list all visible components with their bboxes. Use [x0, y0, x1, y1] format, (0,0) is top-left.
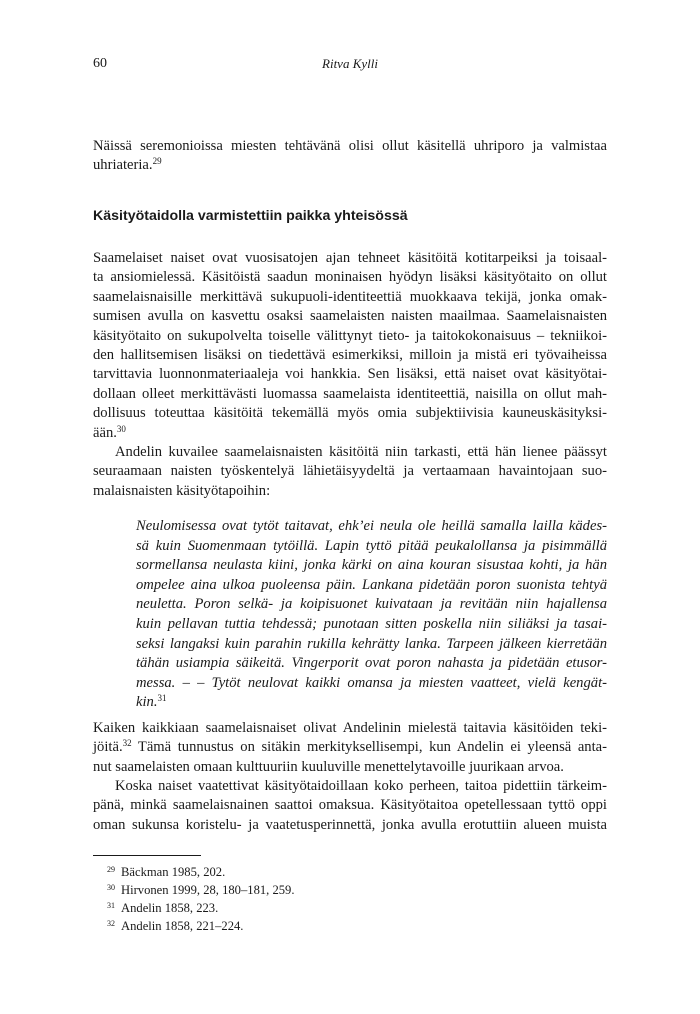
footnote-ref[interactable]: 30 [116, 423, 126, 434]
paragraph-2 [93, 249, 607, 443]
text-line: nut saamelaisten omaan kulttuuriin kuuluville menettelytavoille juurikaan arvoa. [93, 758, 564, 775]
footnote-ref[interactable]: 29 [152, 156, 162, 167]
text-line: ta ansiomielessä. Käsitöistä saadun moninaisen hyödyn lisäksi käsityötaito on ollut [93, 269, 607, 286]
footnote-separator [93, 855, 201, 856]
text-line: dollaan olleet merkittävästi luomassa saamelaista identiteettiä, naisilla on ollut mah- [93, 385, 607, 402]
text-line: seuraamaan naisten työskentelyä lähietäisyydeltä ja vertaamaan havaintojaan suo- [93, 463, 607, 480]
text-line: Koska naiset vaatettivat käsityötaidoillaan koko perheen, taitoa pidettiin tärkeim- [115, 778, 607, 794]
footnote-text: Andelin 1858, 223. [121, 901, 219, 915]
paragraph-4 [93, 719, 607, 777]
quote-line: kuin pellavan tuttia tehdessä; punotaan sitten poskella niin siliäksi ja tasai- [136, 615, 607, 632]
text-fragment: ään. [93, 424, 117, 441]
footnote-number: 30 [107, 883, 115, 892]
text-line: käsityötaito on sukupolvelta toiselle välittynyt tieto- ja taitokokonaisuus – tekniikoi- [93, 327, 607, 344]
text-fragment: uhriateria. [93, 157, 153, 174]
paragraph-3 [93, 443, 607, 501]
footnotes [93, 862, 295, 934]
paragraph-5 [93, 777, 607, 835]
block-quote [136, 517, 607, 713]
text-line: oman sukunsa koristelu- ja vaatetusperinnettä, jonka avulla erotuttiin alueen muista [93, 816, 607, 833]
quote-line: messa. – – Tytöt neulovat kaikki omansa ja miesten vaatteet, vielä kengät- [136, 674, 607, 691]
text-line: dollisuus toteuttaa käsitöitä tekemällä myös omia subjektiivisia kauneuskäsityksi- [93, 405, 607, 422]
text-line: Kaiken kaikkiaan saamelaisnaiset olivat Andelinin mielestä taitavia käsitöiden teki- [93, 720, 607, 736]
running-head: Ritva Kylli [322, 56, 378, 71]
quote-line: neuletta. Poron selkä- ja koipisuonet kuivataan ja revitään niin hajallensa [136, 596, 607, 613]
footnote-text: Bäckman 1985, 202. [121, 865, 226, 879]
text-fragment: kin. [136, 694, 158, 711]
footnote-number: 29 [107, 865, 115, 874]
text-line: tarvittavia luonnonmateriaaleja voi hankkia. Sen lisäksi, että naiset ovat käsityötai- [93, 366, 607, 383]
footnote [93, 898, 295, 916]
text-fragment: Tämä tunnustus on sitäkin merkityksellisempi, kun Andelin ei yleensä anta- [131, 739, 607, 756]
text-line [93, 156, 607, 175]
quote-line: sä kuin Suomenmaan tytöillä. Lapin tyttö pitää peukalollansa ja pisimmällä [136, 537, 607, 554]
footnote-text: Andelin 1858, 221–224. [121, 919, 244, 933]
text-line: Saamelaiset naiset ovat vuosisatojen ajan tehneet käsitöitä kotitarpeiksi ja toisaal- [93, 250, 607, 266]
text-line: malaisnaisten käsityötapoihin: [93, 482, 271, 499]
text-line: sumisen avulla on kasvettu osaksi saamelaisten naisten maailmaa. Saamelaisnaisten [93, 308, 607, 325]
paragraph-1 [93, 137, 607, 176]
text-line: pänä, minkä saamelaisnainen saattoi omaksua. Käsityötaitoa opetellessaan tyttö oppi [93, 797, 607, 814]
text-line [93, 738, 607, 757]
footnote [93, 862, 295, 880]
quote-line: ompelee aina ulkoa puoleensa päin. Lankana pidetään poron suonista tehtyä [136, 576, 607, 593]
footnote-text: Hirvonen 1999, 28, 180–181, 259. [121, 883, 295, 897]
text-line: Andelin kuvailee saamelaisnaisten käsitöitä niin tarkasti, että hän lienee päässyt [115, 444, 607, 460]
footnote-ref[interactable]: 32 [122, 738, 132, 749]
text-line: saamelaisnaisille merkittävä sukupuoli-identiteettiä muokkaava tekijä, jonka omak- [93, 288, 607, 305]
footnote-ref[interactable]: 31 [157, 693, 167, 704]
page-number: 60 [93, 56, 107, 71]
quote-line: tähän usiampia säikeitä. Vingerporit ovat poron nahasta ja pidetään etusor- [136, 655, 607, 672]
text-line [93, 424, 607, 443]
quote-line: sormellansa neulasta kiini, jonka kärki on aina kouran sisustaa kohti, ja hän [136, 557, 607, 574]
quote-line: Neulomisessa ovat tytöt taitavat, ehk’ei neula ole heillä samalla lailla kädes- [136, 518, 607, 534]
text-line: Näissä seremonioissa miesten tehtävänä olisi ollut käsitellä uhriporo ja valmistaa [93, 138, 607, 154]
section-heading: Käsityötaidolla varmistettiin paikka yhteisössä [93, 208, 408, 224]
footnote [93, 916, 295, 934]
text-fragment: jöitä. [93, 739, 123, 756]
page-header [93, 56, 607, 76]
quote-line [136, 693, 607, 713]
text-line: den hallitsemisen lisäksi on tiedettävä esimerkiksi, milloin ja mistä eri työvaiheissa [93, 346, 607, 363]
footnote [93, 880, 295, 898]
footnote-number: 31 [107, 901, 115, 910]
footnote-number: 32 [107, 919, 115, 928]
quote-line: seksi langaksi kuin parahin rukilla kehrätty lanka. Tarpeen jälkeen kierretään [136, 635, 607, 652]
